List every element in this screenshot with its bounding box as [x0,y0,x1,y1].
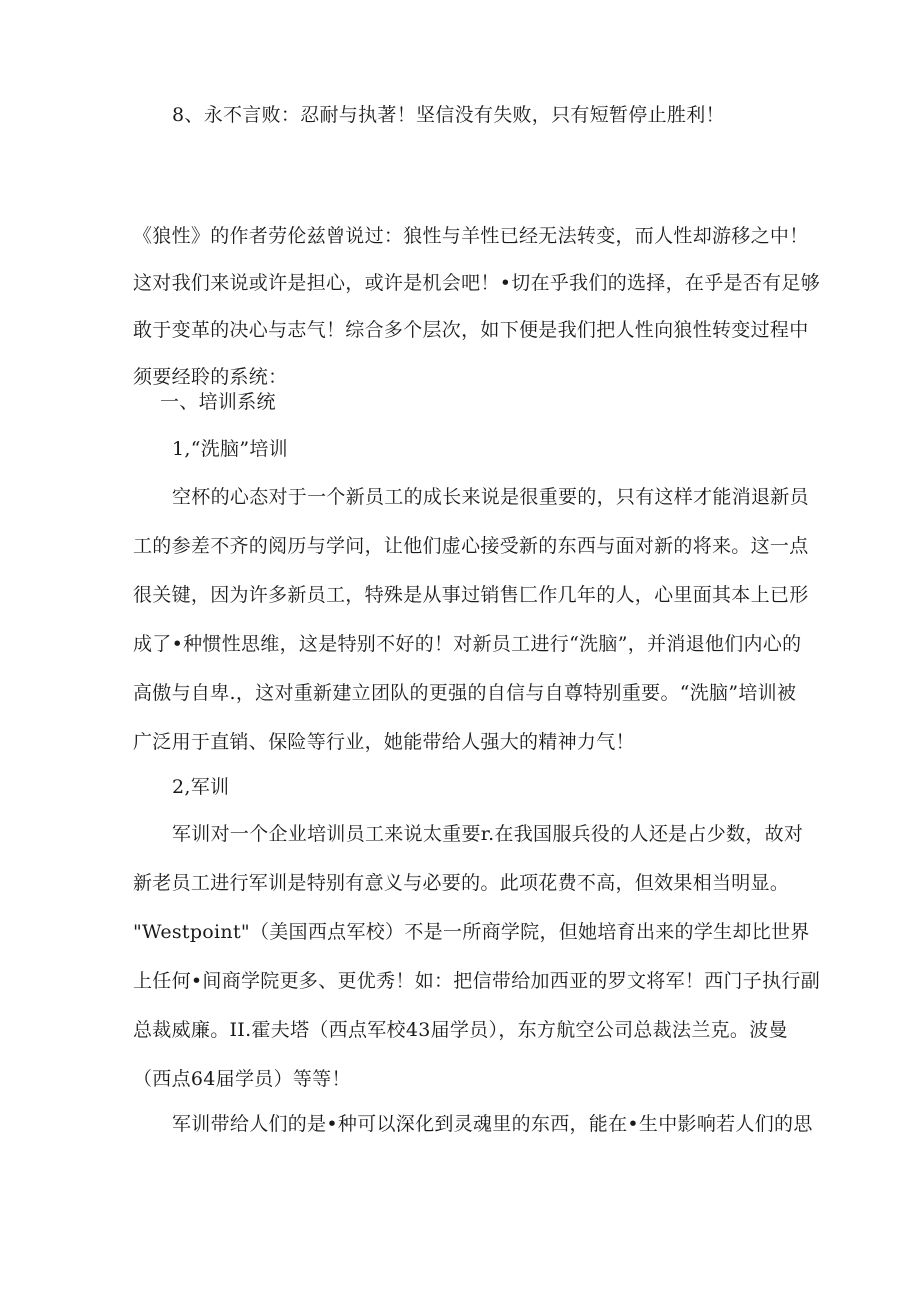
paragraph-line: "Westpoint"（美国西点军校）不是一所商学院，但她培育出来的学生却比世界 [133,921,810,943]
subheading-brainwash-training: 1,“洗脑”培训 [172,438,288,460]
paragraph-line: 敢于变革的决心与志气！综合多个层次，如下便是我们把人性向狼性转变过程中 [133,319,809,341]
paragraph-line: 上任何•间商学院更多、更优秀！如：把信带给加西亚的罗文将军！西门子执行副 [133,970,821,992]
paragraph-line: 很关键，因为许多新员工，特殊是从事过销售匚作几年的人，心里面其本上已形 [133,584,809,606]
paragraph-line: 《狼性》的作者劳伦兹曾说过：狼性与羊性已经无法转变，而人性却游移之中！ [133,225,809,247]
paragraph-line: 新老员工进行军训是特别有意义与必要的。此项花费不高，但效果相当明显。 [133,872,790,894]
paragraph-line: 这对我们来说或许是担心，或许是机会吧！•切在乎我们的选择，在乎是否有足够 [133,272,821,294]
paragraph-line: 高傲与自卑.，这对重新建立团队的更强的自信与自尊特别重要。“洗脑”培训被 [133,682,797,704]
paragraph-line: 成了•种惯性思维，这是特别不好的！对新员工进行“洗脑”，并消退他们内心的 [133,633,802,655]
paragraph-line: 广泛用于直销、保险等行业，她能带给人强大的精神力气！ [133,731,635,753]
paragraph-line: 军训带给人们的是•种可以深化到灵魂里的东西，能在•生中影响若人们的思 [172,1113,813,1135]
section-heading-training: 一、培训系统 [160,391,276,413]
paragraph-line: 军训对一个企业培训员工来说太重要r.在我国服兵役的人还是占少数，故对 [172,823,804,845]
paragraph-line: 空杯的心态对于一个新员工的成长来说是很重要的，只有这样才能消退新员 [172,486,809,508]
paragraph-line: 总裁威廉。II.霍夫塔（西点军校43届学员），东方航空公司总裁法兰克。波曼 [133,1019,788,1041]
paragraph-line: （西点64届学员）等等！ [133,1068,351,1090]
paragraph-line: 须要经聆的系统： [133,366,288,388]
paragraph-line: 工的参差不齐的阅历与学问，让他们虚心接受新的东西与面对新的将来。这一点 [133,535,809,557]
point-8-heading: 8、永不言败：忍耐与执著！坚信没有失败，只有短暂停止胜利！ [172,104,725,126]
subheading-military-training: 2,军训 [172,776,230,798]
